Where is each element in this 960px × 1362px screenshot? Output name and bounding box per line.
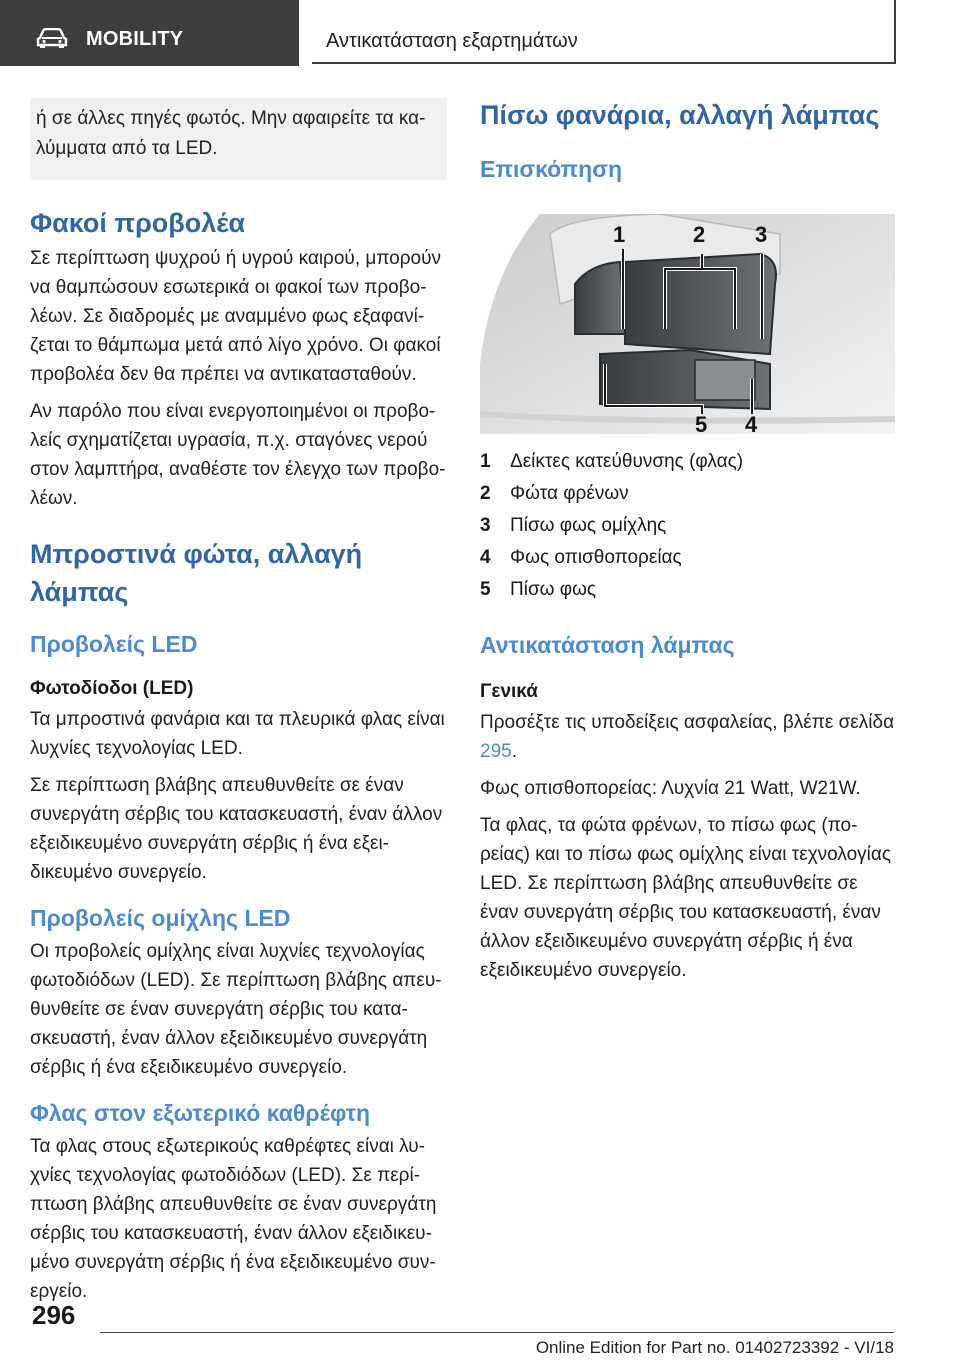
- legend-number: 2: [480, 483, 491, 504]
- legend-number: 5: [480, 579, 491, 600]
- heading-rear-lights: Πίσω φανάρια, αλλαγή λάμπας: [480, 100, 880, 130]
- paragraph: Σε περίπτωση βλάβης απευθυνθείτε σε έναν συνεργάτη σέρβις του κατασκευαστή, έναν άλλον εξειδικευμένο συνεργάτη σέρβις ή ένα εξειδικευμένο συνεργείο.: [30, 775, 443, 883]
- callout-2: 2: [693, 222, 706, 247]
- page-link[interactable]: 295: [480, 741, 512, 762]
- legend-text: Φώτα φρένων: [510, 483, 629, 504]
- legend-item: [480, 542, 897, 574]
- car-icon: [36, 28, 68, 53]
- callout-3: 3: [755, 222, 768, 247]
- paragraph: Τα φλας στους εξωτερικούς καθρέφτες είναι λυχνίες τεχνολογίας φωτοδιόδων (LED). Σε περίπτωση βλάβης απευθυνθείτε σε έναν συνεργάτη σέρβις του κατασκευαστή, έναν άλλον εξειδικευμένο συνεργάτη σέρβις ή ένα εξειδικευμένο συνεργείο.: [30, 1136, 437, 1302]
- rear-light-diagram: [480, 214, 895, 434]
- edition-note: Online Edition for Part no. 01402723392 - VI/18: [535, 1338, 894, 1357]
- paragraph: Τα μπροστινά φανάρια και τα πλευρικά φλας είναι λυχνίες τεχνολογίας LED.: [30, 709, 445, 759]
- section-tab: [0, 0, 299, 66]
- figure-legend: [480, 446, 897, 606]
- text: Προσέξτε τις υποδείξεις ασφαλείας, βλέπε σελίδα: [480, 712, 895, 733]
- legend-item: [480, 446, 897, 478]
- callout-5: 5: [695, 412, 708, 434]
- page-number: 296: [32, 1300, 76, 1330]
- legend-item: [480, 510, 897, 542]
- legend-text: Φως οπισθοπορείας: [510, 547, 682, 568]
- chapter-title: Αντικατάσταση εξαρτημάτων: [326, 30, 578, 52]
- footer-divider: [100, 1332, 894, 1333]
- text: .: [511, 741, 517, 762]
- legend-number: 4: [480, 547, 491, 568]
- heading-bulb-replacement: Αντικατάσταση λάμπας: [480, 632, 735, 658]
- paragraph-safety: [480, 708, 897, 766]
- legend-number: 1: [480, 451, 491, 472]
- legend-text: Πίσω φως ομίχλης: [510, 515, 667, 536]
- heading-mirror-indicators: Φλας στον εξωτερικό καθρέφτη: [30, 1100, 371, 1126]
- paragraph: Φως οπισθοπορείας: Λυχνία 21 Watt, W21W.: [480, 778, 861, 799]
- legend-item: [480, 574, 897, 606]
- legend-text: Δείκτες κατεύθυνσης (φλας): [510, 451, 744, 472]
- note-box: ή σε άλλες πηγές φωτός. Μην αφαιρείτε τα καλύμματα από τα LED.: [30, 98, 447, 180]
- right-column: [480, 98, 897, 985]
- heading-front-lights: Μπροστινά φώτα, αλλαγή λάμπας: [30, 539, 363, 607]
- chapter-header: [312, 0, 896, 64]
- legend-item: [480, 478, 897, 510]
- callout-4: 4: [745, 412, 758, 434]
- legend-number: 3: [480, 515, 491, 536]
- paragraph: Σε περίπτωση ψυχρού ή υγρού καιρού, μπορούν να θαμπώσουν εσωτερικά οι φακοί των προβολέων. Σε διαδρομές με αναμμένο φως εξαφανίζεται το θάμπωμα μετά από λίγο χρόνο. Οι φακοί προβολέα δεν θα πρέπει να αντικατασταθούν.: [30, 248, 442, 385]
- heading-general: Γενικά: [480, 681, 538, 702]
- heading-led-headlights: Προβολείς LED: [30, 631, 198, 657]
- callout-1: 1: [613, 222, 626, 247]
- paragraph: Οι προβολείς ομίχλης είναι λυχνίες τεχνολογίας φωτοδιόδων (LED). Σε περίπτωση βλάβης απευθυνθείτε σε έναν συνεργάτη σέρβις του κατασκευαστή, έναν άλλον εξειδικευμένο συνεργάτη σέρβις ή ένα εξειδικευμένο συνεργείο.: [30, 941, 442, 1078]
- heading-overview: Επισκόπηση: [480, 156, 622, 182]
- left-column: [30, 98, 447, 1306]
- paragraph: Αν παρόλο που είναι ενεργοποιημένοι οι προβολείς σχηματίζεται υγρασία, π.χ. σταγόνες νερού στον λαμπτήρα, αναθέστε τον έλεγχο των προβολέων.: [30, 401, 446, 509]
- legend-text: Πίσω φως: [510, 579, 597, 600]
- heading-headlight-lenses: Φακοί προβολέα: [30, 208, 246, 238]
- paragraph: Τα φλας, τα φώτα φρένων, το πίσω φως (πορείας) και το πίσω φως ομίχλης είναι τεχνολογίας LED. Σε περίπτωση βλάβης απευθυνθείτε σε έναν συνεργάτη σέρβις του κατασκευαστή, έναν άλλον εξειδικευμένο συνεργάτη σέρβις ή ένα εξειδικευμένο συνεργείο.: [480, 815, 892, 981]
- heading-led-diodes: Φωτοδίοδοι (LED): [30, 678, 194, 699]
- section-label: MOBILITY: [86, 28, 184, 50]
- heading-fog-lights: Προβολείς ομίχλης LED: [30, 905, 291, 931]
